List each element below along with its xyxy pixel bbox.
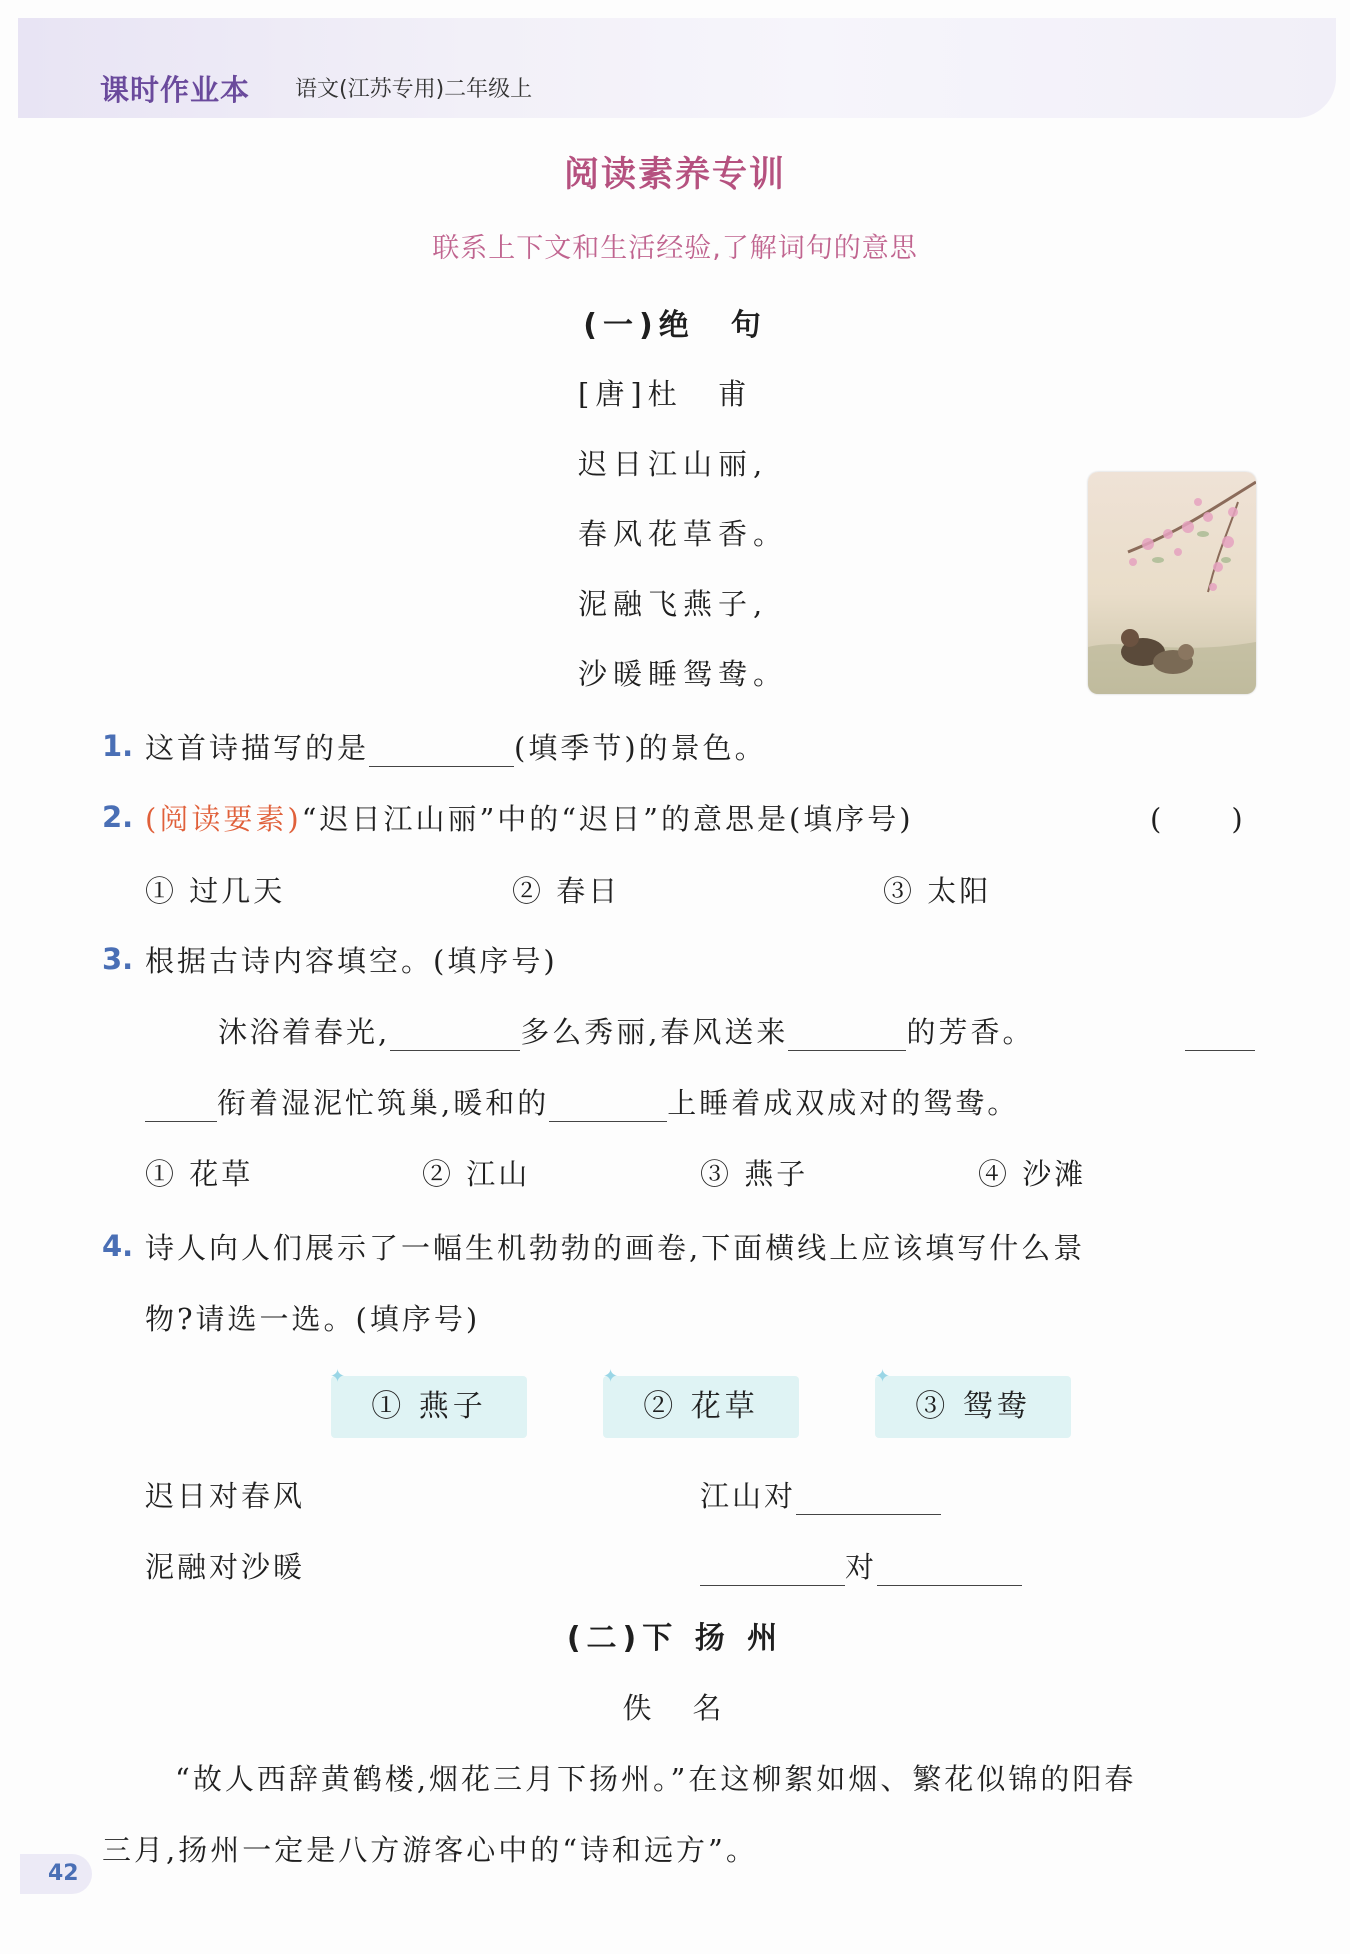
option-item[interactable]: ② 春日 xyxy=(512,874,621,908)
reading-element-tag: (阅读要素) xyxy=(145,802,302,836)
brand-title: 课时作业本 xyxy=(100,73,251,107)
pair-right: 江山对 xyxy=(700,1474,941,1515)
option-item[interactable]: ① 花草 xyxy=(145,1157,254,1191)
question-number: 4. xyxy=(102,1229,134,1263)
pair-left: 迟日对春风 xyxy=(145,1479,306,1513)
option-item[interactable]: ① 过几天 xyxy=(145,874,286,908)
option-item[interactable]: ④ 沙滩 xyxy=(978,1157,1087,1191)
sparkle-icon: ✦ xyxy=(875,1366,891,1387)
question-number: 1. xyxy=(102,729,134,763)
section1-heading: (一)绝 句 xyxy=(583,308,767,343)
section2-author: 佚 名 xyxy=(622,1691,728,1725)
question-2: (阅读要素)“迟日江山丽”中的“迟日”的意思是(填序号) xyxy=(145,802,914,836)
subject-label: 语文(江苏专用)二年级上 xyxy=(295,77,533,102)
answer-blank[interactable] xyxy=(369,736,514,767)
answer-parentheses[interactable]: ( ) xyxy=(1150,802,1247,836)
option-item[interactable]: ③ 太阳 xyxy=(883,874,992,908)
answer-blank[interactable] xyxy=(700,1555,845,1586)
poem-author: [唐]杜 甫 xyxy=(578,377,753,411)
option-item[interactable]: ③ 燕子 xyxy=(700,1157,809,1191)
poem-line: 春风花草香。 xyxy=(578,517,789,551)
pair-right: 对 xyxy=(700,1545,1022,1586)
question-number: 3. xyxy=(102,942,134,976)
fill-line-2: 衔着湿泥忙筑巢,暖和的 上睡着成双成对的鸳鸯。 xyxy=(145,1081,1019,1122)
poem-line: 迟日江山丽, xyxy=(578,447,769,481)
paragraph-line: 三月,扬州一定是八方游客心中的“诗和远方”。 xyxy=(102,1833,758,1867)
answer-blank[interactable] xyxy=(788,1020,906,1051)
page-number: 42 xyxy=(20,1854,92,1894)
fill-line-1: 沐浴着春光, 多么秀丽,春风送来 的芳香。 xyxy=(218,1015,1035,1049)
sparkle-icon: ✦ xyxy=(330,1366,346,1387)
choice-chip-swallow[interactable]: ① 燕子 xyxy=(331,1376,527,1438)
choice-chip-flowers[interactable]: ② 花草 xyxy=(603,1376,799,1438)
section2-heading: (二)下 扬 州 xyxy=(566,1621,784,1656)
question-4-line2: 物?请选一选。(填序号) xyxy=(145,1302,481,1336)
paragraph-line: “故人西辞黄鹤楼,烟花三月下扬州。”在这柳絮如烟、繁花似锦的阳春 xyxy=(175,1762,1137,1796)
option-item[interactable]: ② 江山 xyxy=(422,1157,531,1191)
answer-blank[interactable] xyxy=(390,1020,520,1051)
poem-illustration xyxy=(1088,472,1256,694)
page-subtitle: 联系上下文和生活经验,了解词句的意思 xyxy=(432,233,918,264)
answer-blank[interactable] xyxy=(877,1555,1022,1586)
answer-blank[interactable] xyxy=(549,1091,667,1122)
choice-chip-mandarin-duck[interactable]: ③ 鸳鸯 xyxy=(875,1376,1071,1438)
poem-line: 泥融飞燕子, xyxy=(578,587,769,621)
question-number: 2. xyxy=(102,800,134,834)
answer-blank[interactable] xyxy=(1185,1020,1255,1051)
poem-line: 沙暖睡鸳鸯。 xyxy=(578,657,789,691)
question-1: 这首诗描写的是 (填季节)的景色。 xyxy=(145,731,767,765)
answer-blank[interactable] xyxy=(145,1091,217,1122)
answer-blank[interactable] xyxy=(796,1484,941,1515)
sparkle-icon: ✦ xyxy=(603,1366,619,1387)
page-title: 阅读素养专训 xyxy=(563,155,786,195)
pair-left: 泥融对沙暖 xyxy=(145,1550,306,1584)
question-4-line1: 诗人向人们展示了一幅生机勃勃的画卷,下面横线上应该填写什么景 xyxy=(145,1231,1086,1265)
question-3: 根据古诗内容填空。(填序号) xyxy=(145,944,558,978)
